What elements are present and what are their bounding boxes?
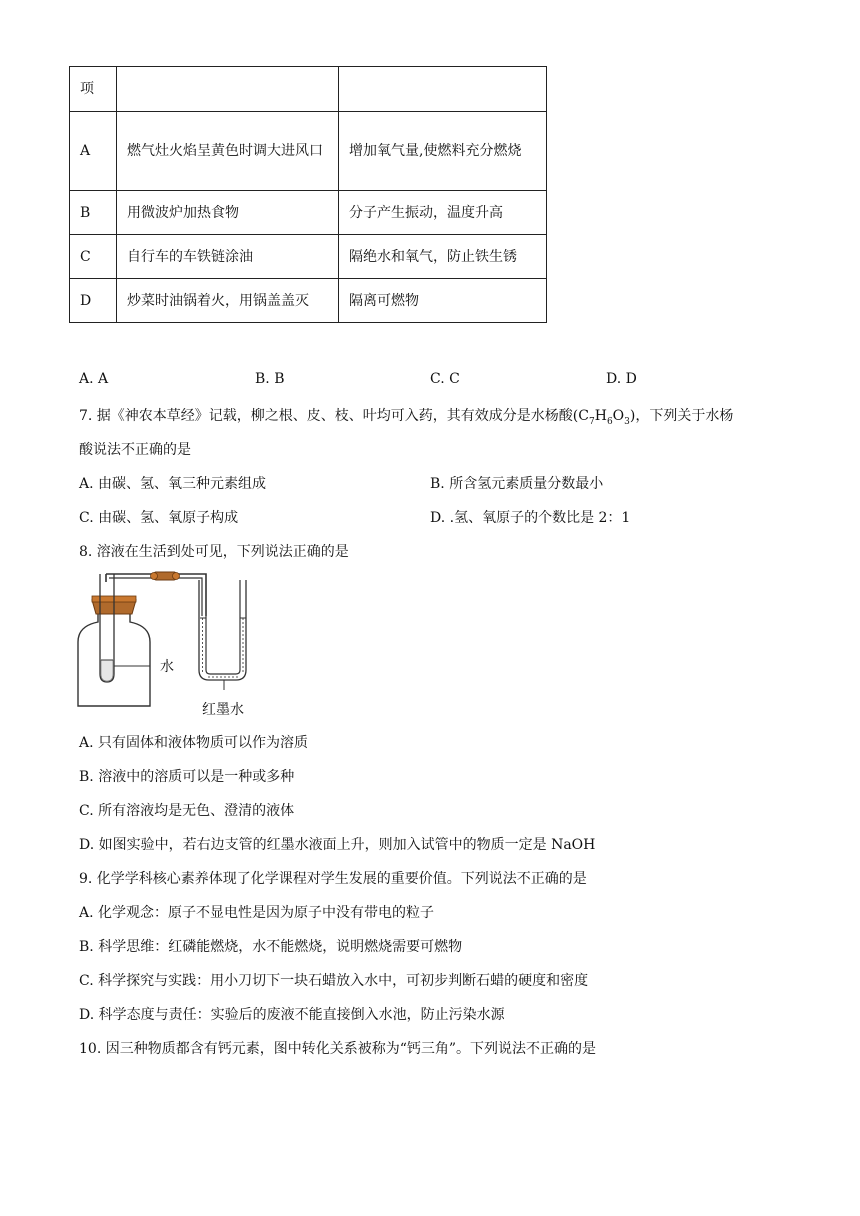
q6-option-c: C. C bbox=[430, 371, 460, 387]
q7-stem-line1 bbox=[79, 405, 733, 427]
table-cell bbox=[339, 67, 547, 112]
q8-option-d: D. 如图实验中，若右边支管的红墨水液面上升，则加入试管中的物质一定是 NaOH bbox=[79, 837, 596, 853]
q6-option-d: D. D bbox=[606, 371, 637, 387]
table-cell: A bbox=[70, 112, 117, 191]
q8-option-c: C. 所有溶液均是无色、澄清的液体 bbox=[79, 803, 295, 819]
table-row bbox=[70, 235, 547, 279]
q6-option-a: A. A bbox=[79, 371, 109, 387]
formula-subscript: 3 bbox=[624, 416, 630, 427]
formula-element: O bbox=[612, 408, 625, 424]
table-cell: 增加氧气量,使燃料充分燃烧 bbox=[339, 112, 547, 191]
table-cell: 分子产生振动，温度升高 bbox=[339, 191, 547, 235]
q7-option-b: B. 所含氢元素质量分数最小 bbox=[430, 476, 604, 492]
table-row bbox=[70, 112, 547, 191]
formula-subscript: 6 bbox=[606, 416, 613, 427]
q7-stem-text: )，下列关于水杨 bbox=[629, 408, 734, 424]
table-cell: 自行车的车铁链涂油 bbox=[117, 235, 339, 279]
q9-option-c: C. 科学探究与实践：用小刀切下一块石蜡放入水中，可初步判断石蜡的硬度和密度 bbox=[79, 973, 589, 989]
answer-table bbox=[69, 66, 547, 323]
table-cell: C bbox=[70, 235, 117, 279]
table-row bbox=[70, 279, 547, 323]
q8-option-b: B. 溶液中的溶质可以是一种或多种 bbox=[79, 769, 295, 785]
table-header-row bbox=[70, 67, 547, 112]
q7-stem-line2: 酸说法不正确的是 bbox=[79, 442, 191, 458]
table-cell: 隔绝水和氧气，防止铁生锈 bbox=[339, 235, 547, 279]
table-cell: B bbox=[70, 191, 117, 235]
table-cell bbox=[117, 67, 339, 112]
q7-option-a: A. 由碳、氢、氧三种元素组成 bbox=[79, 476, 267, 492]
table-cell: 项 bbox=[70, 67, 117, 112]
q9-stem: 9. 化学学科核心素养体现了化学课程对学生发展的重要价值。下列说法不正确的是 bbox=[79, 871, 587, 887]
table-cell: 用微波炉加热食物 bbox=[117, 191, 339, 235]
q10-stem: 10. 因三种物质都含有钙元素，图中转化关系被称为“钙三角”。下列说法不正确的是 bbox=[79, 1041, 597, 1057]
table-cell: 隔离可燃物 bbox=[339, 279, 547, 323]
experiment-apparatus-figure bbox=[76, 566, 266, 722]
q7-option-c: C. 由碳、氢、氧原子构成 bbox=[79, 510, 239, 526]
q8-stem: 8. 溶液在生活到处可见，下列说法正确的是 bbox=[79, 544, 349, 560]
table-cell: 炒菜时油锅着火，用锅盖盖灭 bbox=[117, 279, 339, 323]
table-cell: D bbox=[70, 279, 117, 323]
formula-subscript: 7 bbox=[588, 416, 595, 427]
red-ink-label: 红墨水 bbox=[202, 701, 244, 717]
water-label: 水 bbox=[160, 658, 174, 674]
q6-option-b: B. B bbox=[255, 371, 285, 387]
q9-option-a: A. 化学观念：原子不显电性是因为原子中没有带电的粒子 bbox=[79, 905, 435, 921]
q7-stem-text: 7. 据《神农本草经》记载，柳之根、皮、枝、叶均可入药，其有效成分是水杨酸(C bbox=[79, 408, 589, 424]
table-cell: 燃气灶火焰呈黄色时调大进风口 bbox=[117, 112, 339, 191]
q7-option-d: D. .氢、氧原子的个数比是 2：1 bbox=[430, 510, 631, 526]
q8-option-a: A. 只有固体和液体物质可以作为溶质 bbox=[79, 735, 309, 751]
table-row bbox=[70, 191, 547, 235]
q9-option-b: B. 科学思维：红磷能燃烧，水不能燃烧，说明燃烧需要可燃物 bbox=[79, 939, 463, 955]
q9-option-d: D. 科学态度与责任：实验后的废液不能直接倒入水池，防止污染水源 bbox=[79, 1007, 505, 1023]
formula-element: H bbox=[594, 408, 607, 424]
